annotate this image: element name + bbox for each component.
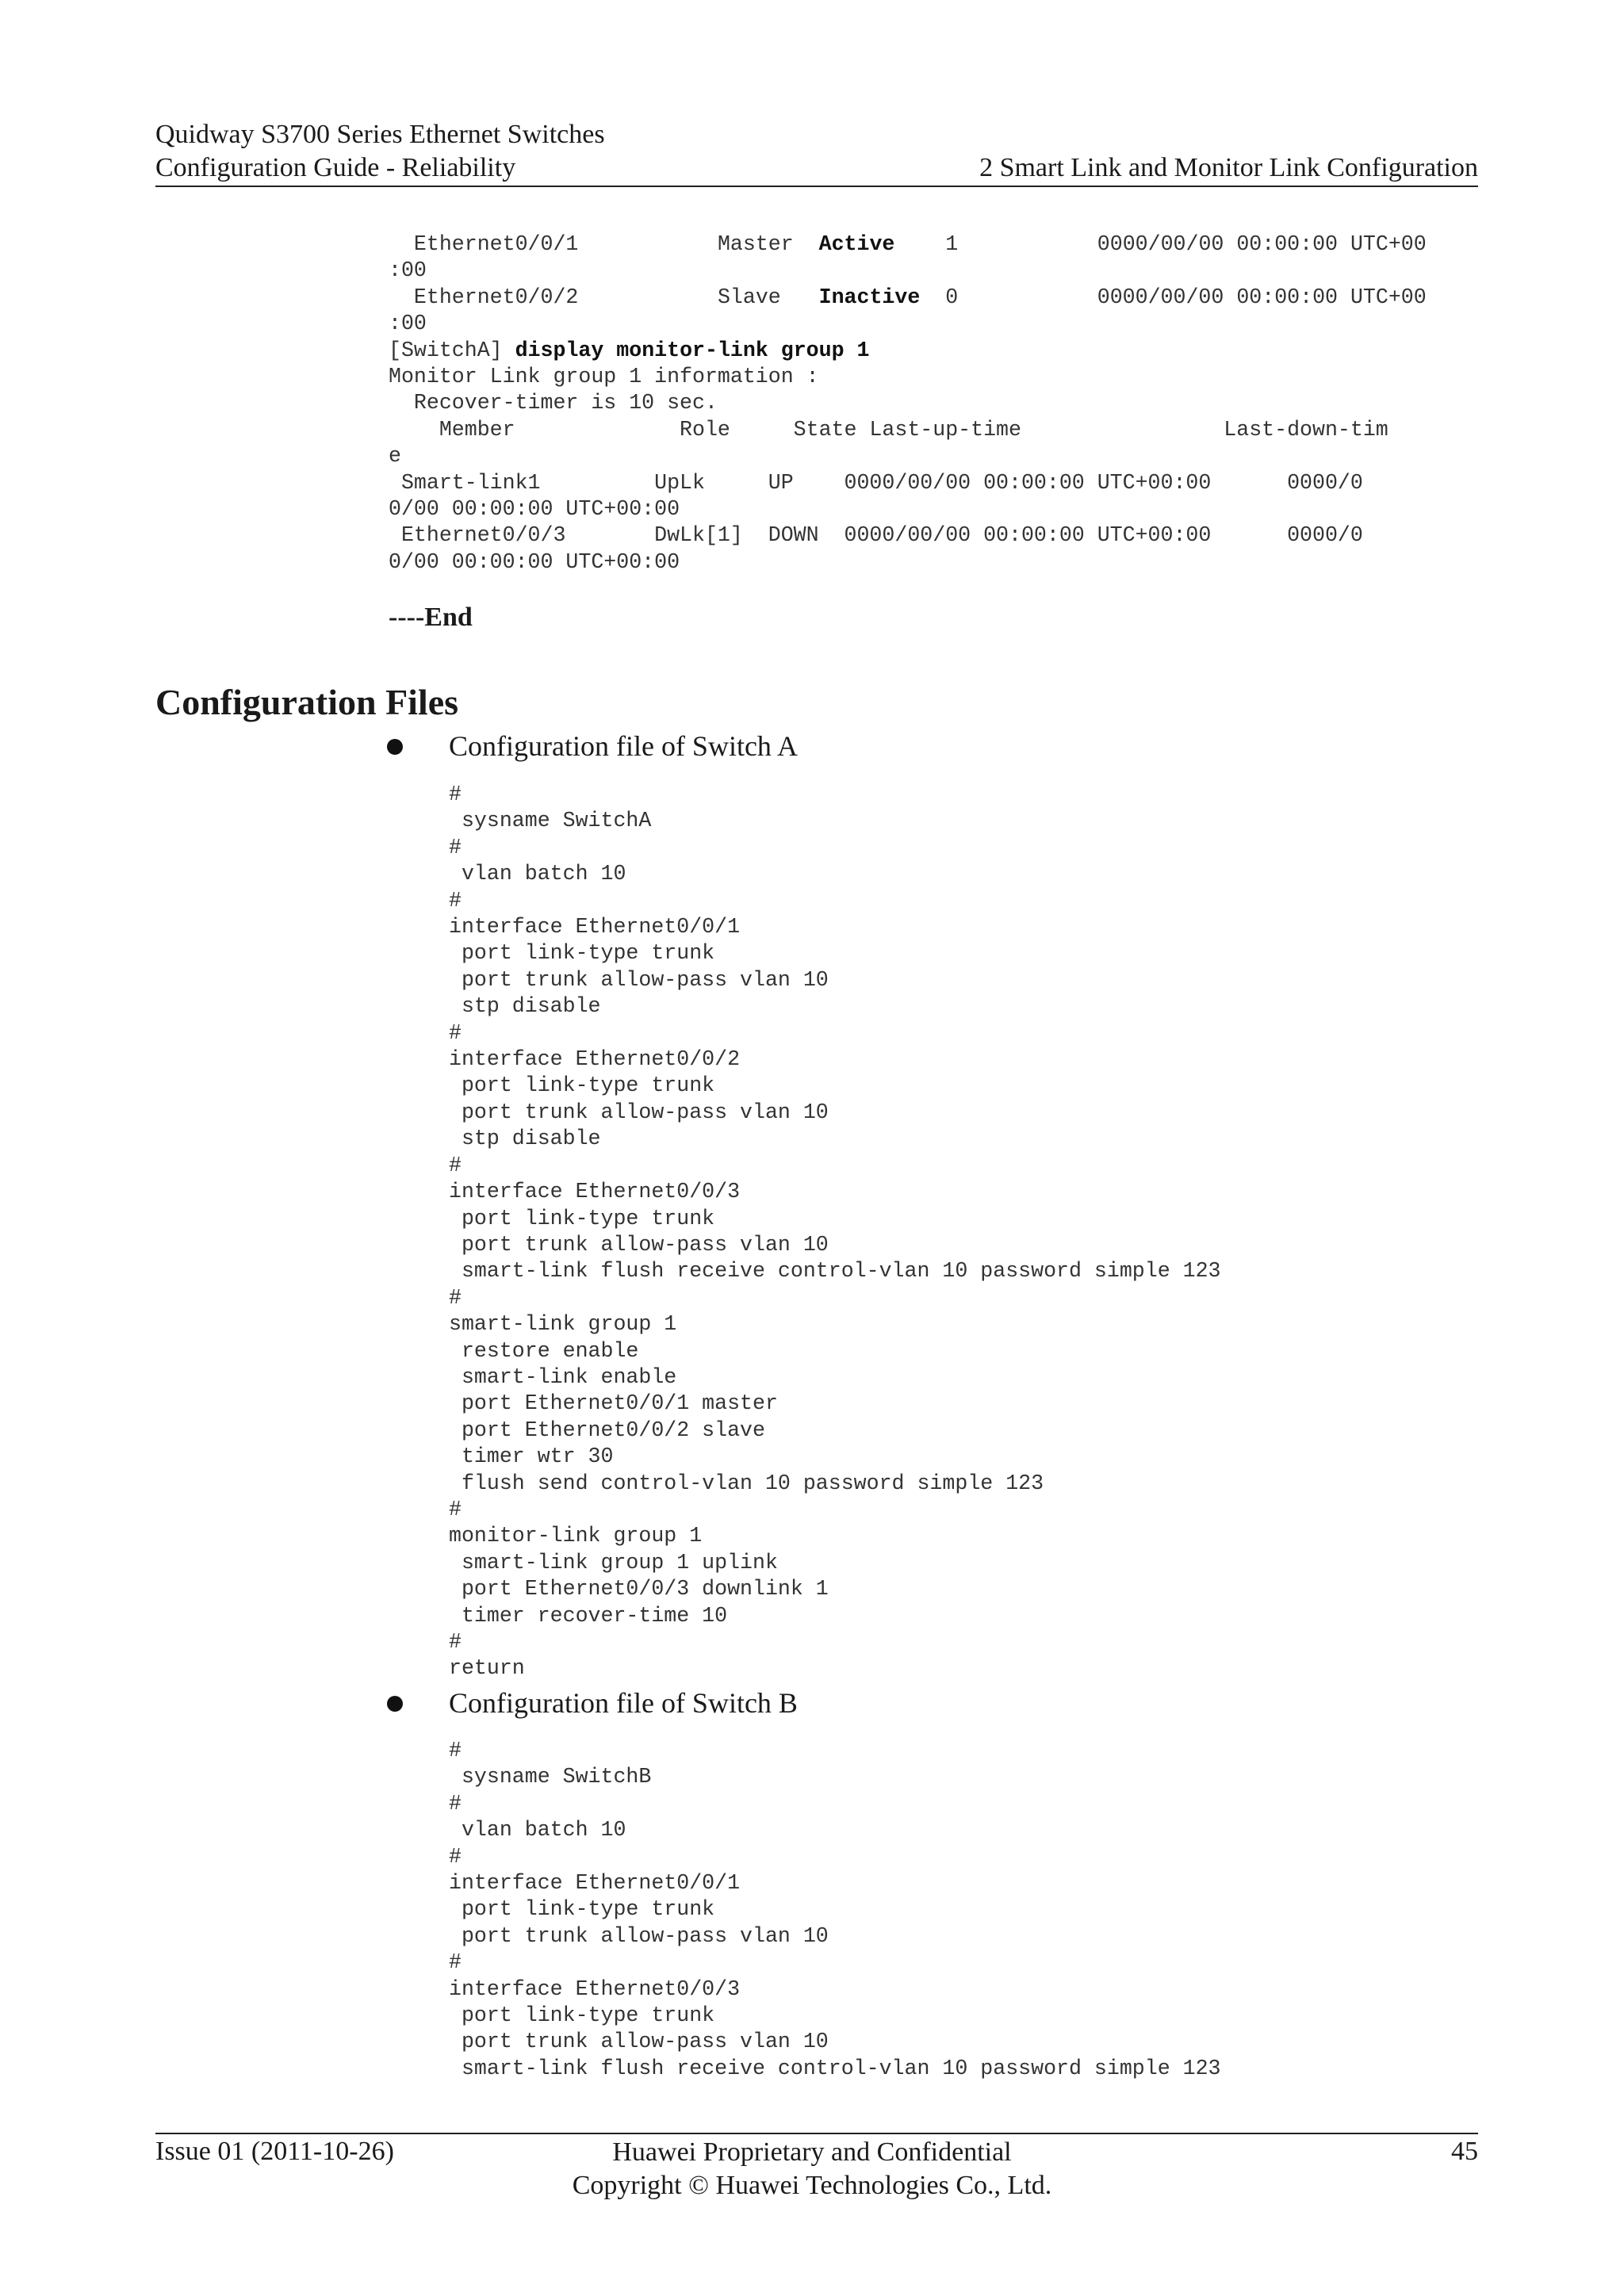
display-output-block: Ethernet0/0/1 Master Active 1 0000/00/00 00:00:00 UTC+00 :00 Ethernet0/0/2 Slave Inactive 0 0000/00/00 00:00:00 UTC+00 :00 [SwitchA] display monitor-link group 1 Monitor Link group 1 information : Recover-timer is 10 sec. Member Role State Last-up-time Last-down-tim e Smart-link1 UpLk UP 0000/00/00 00:00:00 UTC+00:00 0000/0 0/00 00:00:00 UTC+00:00 Ethernet0/0/3 DwLk[1] DOWN 0000/00/00 00:00:00 UTC+00:00 0000/0 0/00 00:00:00 UTC+00:00 [389,232,1427,574]
section-title: Configuration Files [155,682,459,722]
header-guide: Configuration Guide - Reliability [155,153,516,182]
header-product: Quidway S3700 Series Ethernet Switches [155,120,605,149]
command-prompt: [SwitchA] [389,338,503,362]
command-text: display monitor-link group 1 [515,338,870,362]
footer-issue: Issue 01 (2011-10-26) [155,2137,394,2166]
footer-copyright: Copyright © Huawei Technologies Co., Ltd. [572,2171,1052,2200]
smartlink-row: Ethernet0/0/1 Master Active 1 0000/00/00 00:00:00 UTC+00 [413,232,1427,256]
bullet-icon [387,1696,403,1712]
footer-notice [0,2136,1624,2202]
footer-divider [155,2133,1478,2134]
config-a-label: Configuration file of Switch A [449,730,798,762]
header-divider [155,186,1478,187]
config-b-code: # sysname SwitchB # vlan batch 10 # interface Ethernet0/0/1 port link-type trunk port trunk allow-pass vlan 10 # interface Ethernet0/0/3 port link-type trunk port trunk allow-pass vlan 10 smart-link flush receive control-vlan 10 password simple 123 [449,1739,1221,2080]
config-a-code: # sysname SwitchA # vlan batch 10 # interface Ethernet0/0/1 port link-type trunk port trunk allow-pass vlan 10 stp disable # interface Ethernet0/0/2 port link-type trunk port trunk allow-pass vlan 10 stp disable # interface Ethernet0/0/3 port link-type trunk port trunk allow-pass vlan 10 smart-link flush receive control-vlan 10 password simple 123 # smart-link group 1 restore enable smart-link enable port Ethernet0/0/1 master port Ethernet0/0/2 slave timer wtr 30 flush send control-vlan 10 password simple 123 # monitor-link group 1 smart-link group 1 uplink port Ethernet0/0/3 downlink 1 timer recover-time 10 # return [449,783,1221,1681]
config-b-label: Configuration file of Switch B [449,1687,798,1719]
smartlink-row: Ethernet0/0/2 Slave Inactive 0 0000/00/00 00:00:00 UTC+00 [413,285,1427,309]
bullet-icon [387,739,403,755]
page-number: 45 [1451,2137,1478,2166]
header-chapter: 2 Smart Link and Monitor Link Configuration [979,153,1478,182]
end-marker: ----End [389,603,473,632]
footer-proprietary: Huawei Proprietary and Confidential [612,2137,1012,2167]
